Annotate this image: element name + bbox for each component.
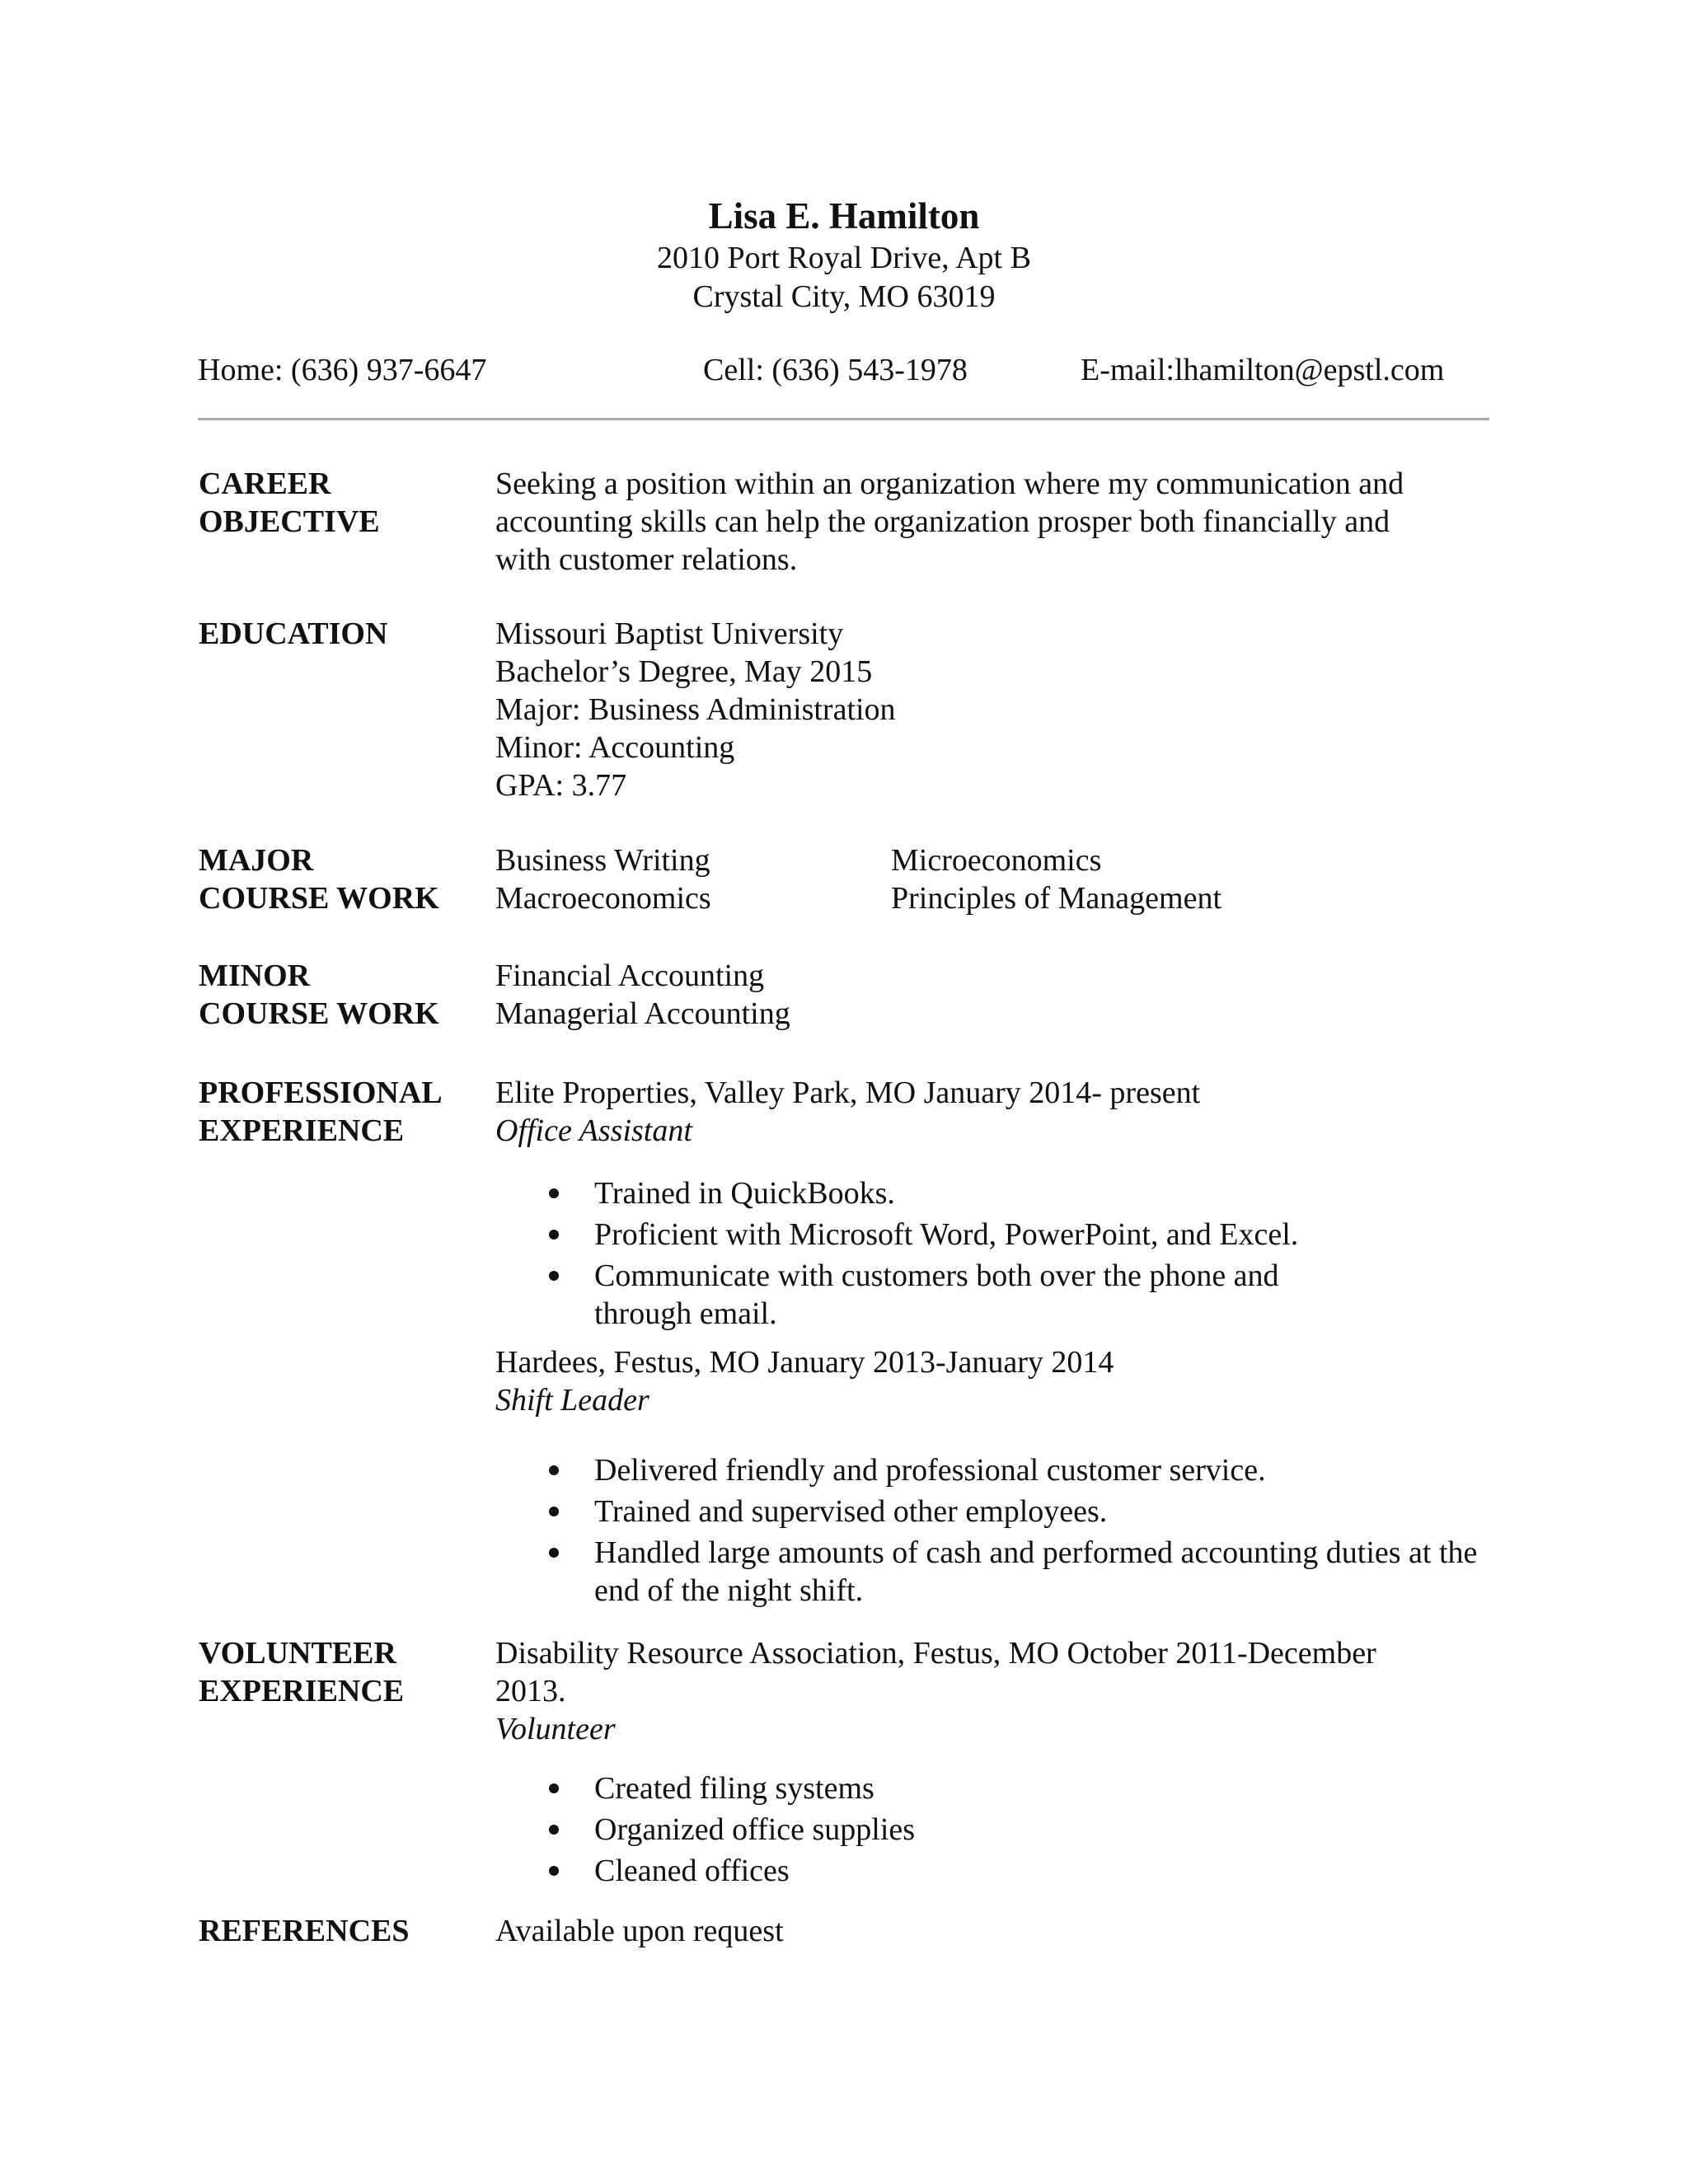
gpa: GPA: 3.77	[495, 768, 627, 803]
bullet-icon	[549, 1825, 559, 1835]
minor-coursework-list	[495, 957, 1493, 1033]
objective-line: accounting skills can help the organization prosper both financially and	[495, 504, 1390, 539]
applicant-name: Lisa E. Hamilton	[708, 195, 980, 237]
references-line: Available upon request	[495, 1914, 784, 1948]
education-details	[495, 615, 1493, 804]
course-item: Macroeconomics	[495, 881, 711, 916]
section-label-major-coursework	[199, 841, 471, 917]
job-title: Office Assistant	[495, 1113, 692, 1148]
bullet-text: Trained and supervised other employees.	[594, 1494, 1108, 1529]
bullet-text: Proficient with Microsoft Word, PowerPoint, and Excel.	[594, 1217, 1299, 1252]
degree: Bachelor’s Degree, May 2015	[495, 654, 873, 689]
cell-phone: Cell: (636) 543-1978	[703, 353, 968, 387]
school-name: Missouri Baptist University	[495, 616, 844, 651]
bullet-icon	[549, 1548, 559, 1558]
bullet-text: Organized office supplies	[594, 1812, 916, 1847]
label-line: MINOR	[199, 958, 311, 993]
volunteer-bullet	[495, 1852, 1493, 1890]
label-line: VOLUNTEER	[199, 1636, 396, 1671]
section-label-references	[199, 1912, 471, 1950]
major: Major: Business Administration	[495, 692, 896, 727]
objective-line: with customer relations.	[495, 542, 798, 577]
section-label-education	[199, 615, 471, 653]
resume-header	[0, 193, 1688, 316]
volunteer-bullet-list	[495, 1769, 1493, 1893]
bullet-text: Delivered friendly and professional customer service.	[594, 1453, 1266, 1488]
job-title: Shift Leader	[495, 1383, 649, 1418]
address-line-2: Crystal City, MO 63019	[692, 279, 996, 314]
bullet-icon	[549, 1465, 559, 1475]
job-bullet	[495, 1493, 1493, 1530]
label-line: EDUCATION	[199, 616, 388, 651]
course-item: Business Writing	[495, 843, 710, 878]
job-bullet	[495, 1257, 1493, 1333]
bullet-text: Communicate with customers both over the phone and through email.	[594, 1258, 1279, 1331]
major-coursework-col1	[495, 841, 874, 917]
job-bullet-list	[495, 1174, 1493, 1336]
section-label-objective	[199, 465, 471, 541]
label-line: PROFESSIONAL	[199, 1076, 443, 1110]
course-item: Financial Accounting	[495, 958, 765, 993]
bullet-text: Trained in QuickBooks.	[594, 1176, 895, 1211]
objective-text	[495, 465, 1493, 579]
label-line: EXPERIENCE	[199, 1674, 405, 1708]
label-line: REFERENCES	[199, 1914, 410, 1948]
job-entry	[495, 1343, 1493, 1419]
bullet-text: Cleaned offices	[594, 1854, 790, 1888]
objective-line: Seeking a position within an organization where my communication and	[495, 466, 1404, 501]
volunteer-bullet	[495, 1811, 1493, 1849]
email-address: E-mail:lhamilton@epstl.com	[1081, 353, 1445, 387]
bullet-icon	[549, 1783, 559, 1793]
job-employer: Hardees, Festus, MO January 2013-January 2014	[495, 1345, 1114, 1380]
volunteer-bullet	[495, 1769, 1493, 1807]
label-line: COURSE WORK	[199, 996, 439, 1031]
bullet-text: Handled large amounts of cash and performed accounting duties at the end of the night shift.	[594, 1535, 1478, 1608]
job-bullet	[495, 1216, 1493, 1254]
course-item: Principles of Management	[891, 881, 1222, 916]
volunteer-employer: 2013.	[495, 1674, 566, 1708]
home-phone: Home: (636) 937-6647	[198, 353, 487, 387]
major-coursework-col2	[891, 841, 1221, 917]
section-label-minor-coursework	[199, 957, 471, 1033]
volunteer-title: Volunteer	[495, 1712, 616, 1746]
volunteer-entry	[495, 1634, 1493, 1748]
minor: Minor: Accounting	[495, 730, 735, 765]
bullet-icon	[549, 1507, 559, 1516]
bullet-icon	[549, 1866, 559, 1876]
job-bullet	[495, 1534, 1493, 1610]
job-bullet	[495, 1451, 1493, 1489]
bullet-icon	[549, 1188, 559, 1198]
section-label-volunteer	[199, 1634, 471, 1710]
label-line: OBJECTIVE	[199, 504, 380, 539]
job-entry	[495, 1074, 1493, 1150]
section-label-professional	[199, 1074, 471, 1150]
references-text	[495, 1912, 1493, 1950]
bullet-icon	[549, 1230, 559, 1240]
label-line: CAREER	[199, 466, 331, 501]
address-line-1: 2010 Port Royal Drive, Apt B	[657, 241, 1031, 275]
job-bullet	[495, 1174, 1493, 1212]
job-employer: Elite Properties, Valley Park, MO January 2014- present	[495, 1076, 1201, 1110]
label-line: COURSE WORK	[199, 881, 439, 916]
bullet-text: Created filing systems	[594, 1771, 874, 1806]
volunteer-employer: Disability Resource Association, Festus, MO October 2011-December	[495, 1636, 1376, 1671]
course-item: Managerial Accounting	[495, 996, 790, 1031]
label-line: EXPERIENCE	[199, 1113, 405, 1148]
bullet-icon	[549, 1271, 559, 1281]
header-divider	[198, 418, 1489, 420]
course-item: Microeconomics	[891, 843, 1102, 878]
job-bullet-list	[495, 1451, 1493, 1613]
label-line: MAJOR	[199, 843, 314, 878]
